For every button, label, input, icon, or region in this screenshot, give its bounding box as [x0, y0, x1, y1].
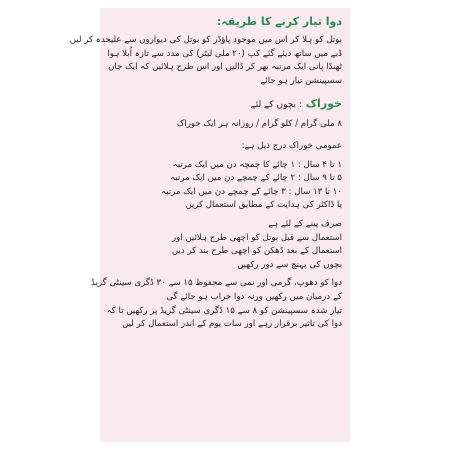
dosage-heading: [108, 96, 342, 113]
usage-line: صرف پینے کے لئے ہے: [268, 218, 342, 229]
storage-line: دوا کی تاثیر برقرار رہے اور سات یوم کے اندر استعمال کر لیں: [122, 319, 342, 330]
preparation-line: ڈبے میں ساتھ دیئے گئے کپ (۲۰ ملی لیٹر) کی مدد سے تازہ اُبلا ہوا: [107, 48, 342, 59]
dosage-heading-accent: خوراک: [305, 97, 342, 111]
preparation-line: سسپینشن تیار ہو جائے: [260, 75, 342, 86]
storage-line: کے درمیان میں رکھیں ورنہ دوا خراب ہو جائے گی: [166, 291, 342, 302]
preparation-heading: دوا تیار کرنے کا طریقہ:: [216, 15, 342, 28]
preparation-line: بوتل کو ہلا کر اس میں موجود پاؤڈر کو بوتل کی دیواروں سے علیحدہ کر لیں: [69, 35, 342, 45]
leaflet-card: [69, 8, 350, 442]
general-dose-line: ۱۰ تا ۱۳ سال : ۳ چائے کے چمچے دن میں ایک مرتبہ: [161, 186, 342, 197]
general-dose-line: یا ڈاکٹر کی ہدایت کے مطابق استعمال کریں: [185, 200, 342, 211]
preparation-line: ٹھنڈا پانی ایک مرتبہ بھر کر ڈالیں اور اس طرح ہلائیں کہ ایک جان: [108, 62, 342, 73]
general-dose-heading: عمومی خوراک درج ذیل ہے:: [241, 140, 342, 151]
general-dose-line: ۱ تا ۴ سال : ۱ چائے کا چمچہ دن میں ایک مرتبہ: [172, 159, 342, 170]
usage-line: استعمال کے بعد ڈھکن کو اچھی طرح بند کر دیں: [171, 246, 342, 257]
dosage-line: ۸ ملی گرام / کلو گرام / روزانہ ہر ایک خوراک: [176, 119, 342, 130]
usage-line: استعمال سے قبل بوتل کو اچھی طرح ہلائیں اور: [171, 232, 342, 243]
general-dose-line: ۵ تا ۹ سال : ۲ چائے کے چمچے دن میں ایک مرتبہ: [170, 173, 342, 184]
usage-line: بچوں کی پہنچ سے دور رکھیں: [237, 259, 342, 270]
storage-line: تیار شدہ سسپینشن کو ۸ سے ۱۵ ڈگری سینٹی گریڈ پر رکھیں تا کہ: [106, 305, 342, 316]
storage-line: دوا کو دھوپ، گرمی اور نمی سے محفوظ ۱۵ سے ۳۰ ڈگری سینٹی گریڈ: [91, 278, 342, 289]
dosage-heading-rest: : بچوں کے لئے: [250, 100, 302, 111]
